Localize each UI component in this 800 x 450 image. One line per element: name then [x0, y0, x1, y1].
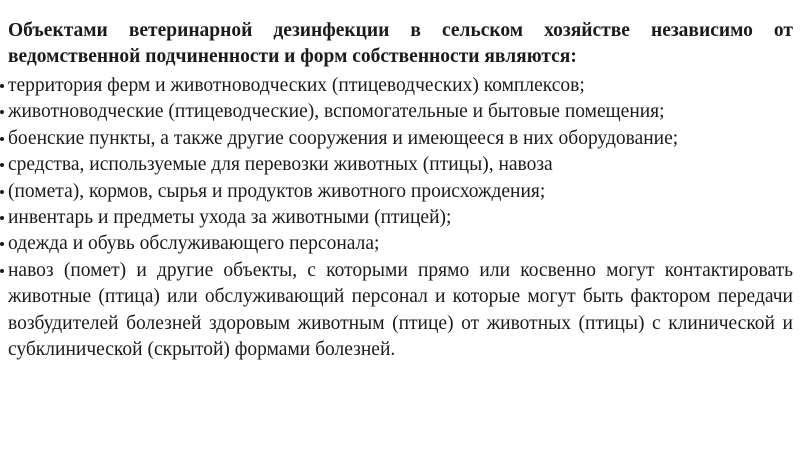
list-item-text: животноводческие (птицеводческие), вспомогательные и бытовые помещения;	[8, 101, 665, 123]
list-item-text: средства, используемые для перевозки животных (птицы), навоза	[8, 154, 553, 176]
list-item-text: боенские пункты, а также другие сооружения и имеющееся в них оборудование;	[8, 127, 679, 149]
list-item	[0, 258, 793, 364]
list-item	[0, 179, 793, 205]
list-item-text: одежда и обувь обслуживающего персонала;	[8, 233, 380, 255]
list-item	[0, 73, 793, 99]
objects-list	[0, 73, 793, 363]
list-item	[0, 231, 793, 257]
list-item-text: территория ферм и животноводческих (птицеводческих) комплексов;	[8, 75, 585, 96]
list-item	[0, 205, 793, 231]
slide-content	[0, 18, 793, 363]
list-item	[0, 126, 793, 152]
list-item-text: (помета), кормов, сырья и продуктов животного происхождения;	[8, 180, 546, 202]
heading-text: Объектами ветеринарной дезинфекции в сельском хозяйстве независимо от ведомственной подчиненности и форм собственности являются:	[8, 20, 793, 67]
list-item-text: инвентарь и предметы ухода за животными (птицей);	[8, 207, 452, 229]
list-item	[0, 99, 793, 125]
list-item-text: навоз (помет) и другие объекты, с которыми прямо или косвенно могут контактировать животные (птица) или обслуживающий персонал и которые могут быть фактором передачи возбудителей болезней здоровым животным (птице) от животных (птицы) с клинической и субклинической (скрытой) формами болезней.	[8, 259, 793, 361]
list-item	[0, 152, 793, 178]
